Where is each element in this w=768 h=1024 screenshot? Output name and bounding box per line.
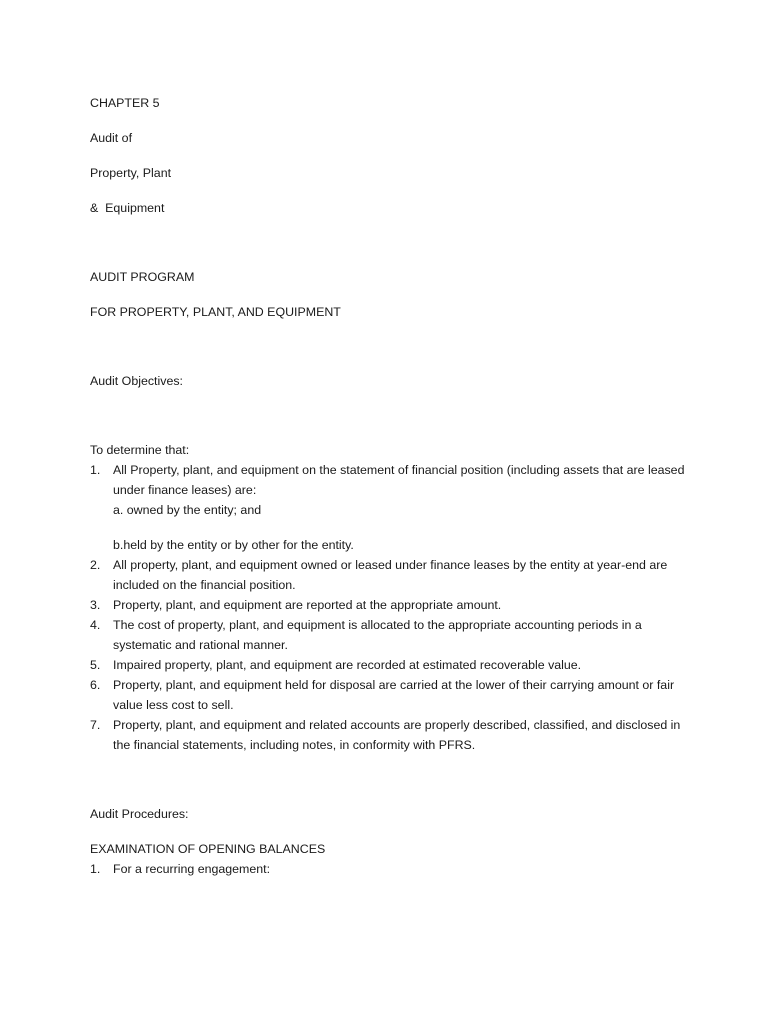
list-number: 5.: [90, 658, 101, 672]
list-item: [90, 460, 690, 500]
list-item-text: Property, plant, and equipment and related accounts are properly described, classified, and disclosed in the financial statements, including notes, in conformity with PFRS.: [113, 718, 681, 752]
procedures-section-heading: EXAMINATION OF OPENING BALANCES: [90, 842, 326, 856]
sub-item-b: b.held by the entity or by other for the entity.: [113, 538, 354, 552]
list-item: [90, 595, 690, 615]
document-page: [90, 93, 690, 879]
title-line-2: Property, Plant: [90, 166, 172, 180]
list-item-text: The cost of property, plant, and equipment is allocated to the appropriate accounting periods in a systematic and rational manner.: [113, 618, 642, 652]
list-item: [90, 859, 690, 879]
list-item-text: Property, plant, and equipment are reported at the appropriate amount.: [113, 598, 502, 612]
list-item-text: For a recurring engagement:: [113, 862, 271, 876]
list-item: [90, 655, 690, 675]
list-number: 2.: [90, 558, 101, 572]
objectives-list: [90, 555, 690, 755]
list-number: 4.: [90, 618, 101, 632]
list-number: 1.: [90, 862, 101, 876]
list-item-text: Property, plant, and equipment held for disposal are carried at the lower of their carrying amount or fair value less cost to sell.: [113, 678, 675, 712]
list-number: 3.: [90, 598, 101, 612]
program-subheading: FOR PROPERTY, PLANT, AND EQUIPMENT: [90, 305, 341, 319]
list-item: [90, 715, 690, 755]
procedures-list: [90, 859, 690, 879]
program-heading: AUDIT PROGRAM: [90, 270, 195, 284]
list-item: [90, 615, 690, 655]
list-number: 7.: [90, 718, 101, 732]
list-item-text: All property, plant, and equipment owned or leased under finance leases by the entity at year-end are included on the financial position.: [113, 558, 668, 592]
objectives-list-first: [90, 460, 690, 500]
title-line-3: & Equipment: [90, 201, 165, 215]
procedures-heading: Audit Procedures:: [90, 807, 189, 821]
list-number: 1.: [90, 463, 101, 477]
chapter-label: CHAPTER 5: [90, 96, 160, 110]
title-line-1: Audit of: [90, 131, 133, 145]
objectives-intro: To determine that:: [90, 443, 190, 457]
list-item: [90, 555, 690, 595]
list-item: [90, 675, 690, 715]
list-item-text: Impaired property, plant, and equipment are recorded at estimated recoverable value.: [113, 658, 582, 672]
sub-item-a: a. owned by the entity; and: [113, 503, 262, 517]
list-item-text: All Property, plant, and equipment on the statement of financial position (including assets that are leased under finance leases) are:: [113, 463, 685, 497]
list-number: 6.: [90, 678, 101, 692]
objectives-heading: Audit Objectives:: [90, 374, 183, 388]
